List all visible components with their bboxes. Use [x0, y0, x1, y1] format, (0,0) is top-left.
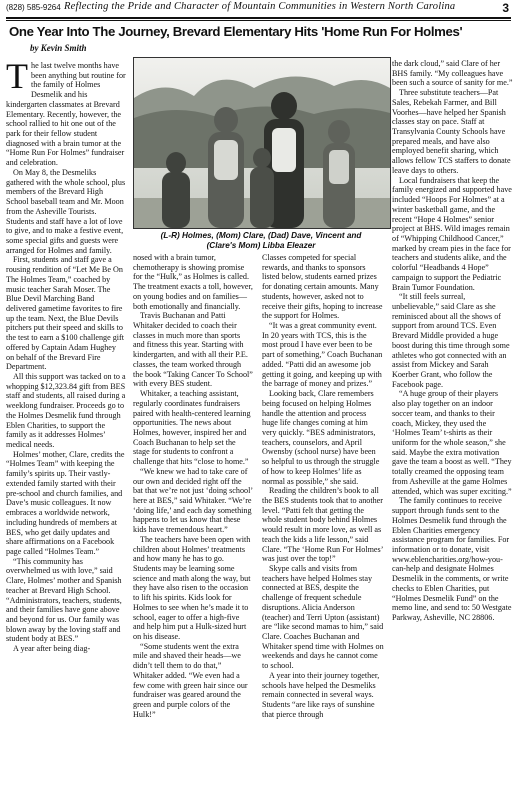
paragraph: Skype calls and visits from teachers have helped Holmes stay connected at BES, despite the challenge of frequent schedule disruptions. Alicia Anderson (teacher) and Terri Upton (assistant) are “like second mamas to him,” said Clare. Coaches Buchanan and Whitaker spend time with Holmes on weekends and days he cannot come to school. — [262, 564, 384, 671]
paragraph: Local fundraisers that keep the family energized and supported have included “Hoops For Holmes” at a winter basketball game, and the recent “Hope 4 Holmes” senior project at BHS. Wild images remain of “Whipping Childhood Cancer,” marked by cream pies in the face for teachers and students alike, and the colorful “Headbands 4 Hope” campaign to support the Pediatric Brain Tumor Foundation. — [392, 175, 512, 292]
masthead-tagline: Reflecting the Pride and Character of Mountain Communities in Western North Carolina — [64, 1, 456, 12]
paragraph: “This community has overwhelmed us with love,” said Clare, Holmes’ mother and Spanish teacher at Brevard High School. “Administrators, teachers, students, and their families have gone above and beyond for us. Our family was blown away by the loving staff and student body at BES.” — [6, 556, 122, 644]
paragraph: “It was a great community event. In 20 years with TCS, this is the most proud I have ever been to be part of something,” Coach Buchanan added. “Patti did an awesome job getting it going, and keeping up with the barrage of money and prizes.” — [262, 321, 383, 389]
phone-number: (828) 585-9264 — [6, 3, 61, 12]
byline: by Kevin Smith — [30, 43, 87, 53]
paragraph: Travis Buchanan and Patti Whitaker decided to coach their classes in much more than sports and fitness this year. Starting with kindergarten, and with all their P.E. classes, the team worked through the book “Taking Cancer To School” with every BES student. — [133, 311, 253, 389]
paragraph: The teachers have been open with children about Holmes’ treatments and how many he has to go. Students may be learning some science and math along the way, but they have also risen to the occasion to lift his spirits. Kids look for Holmes to see when he’s made it to school, eager to offer a high-five and help him put a Hulk-sized hurt on his disease. — [133, 534, 251, 642]
paragraph: A year into their journey together, schools have helped the Desmeliks remain connected in several ways. Students “are like rays of sunshine that pierce through — [262, 670, 380, 719]
article-column-1 — [6, 56, 126, 654]
paragraph: First, students and staff gave a rousing rendition of “Let Me Be On The Holmes Team,” coached by music teacher Sarah Moser. The Blue Devil Marching Band delivered gametime favorites to fire up the team. Next, the Blue Devils pitchers put their speed and skills to the test to earn a $100 challenge gift offered by Captain Adam Hughey on behalf of the Brevard Fire Department. — [6, 255, 124, 372]
paragraph: Classes competed for special rewards, and thanks to sponsors listed below, students earned prizes for donating certain amounts. Many students, however, asked not to receive their gifts, hoping to increase the support for Holmes. — [262, 253, 383, 321]
lead-paragraph — [6, 56, 126, 168]
paragraph: Looking back, Clare remembers being focused on helping Holmes handle the attention and process huge life changes coming at him very quickly. “BES administrators, teachers, counselors, and April Owensby (school nurse) have been so helpful to us through the struggle of how to keep Holmes’ life as normal as possible,” she said. — [262, 389, 380, 486]
photo-caption-line1: (L-R) Holmes, (Mom) Clare, (Dad) Dave, Vincent and — [160, 231, 362, 240]
page-header — [6, 1, 511, 17]
paragraph: nosed with a brain tumor, chemotherapy is showing promise for the “Hulk,” as Holmes is called. The treatment exacts a toll, however, on young bodies and on families—both emotionally and financially. — [133, 253, 253, 311]
paragraph: All this support was tacked on to a whopping $12,323.84 gift from BES staff and students, all raised during a weeklong fundraiser. Proceeds go to the Holmes Desmelik fund through Eblen Charities, to support the family as it addresses Holmes’ medical needs. — [6, 372, 126, 450]
article-column-3 — [262, 253, 384, 720]
article-column-2 — [133, 253, 253, 720]
page-number: 3 — [502, 1, 509, 15]
paragraph: “A huge group of their players also play together on an indoor soccer team, and thanks to their coach, Mickey, they used the ‘Holmes Team’ t-shirts as their uniform for the whole season,” she said. Maybe the extra motivation gave the team a boost as well. “They totally creamed the opposing team from Asheville at the game Holmes attended, which was super exciting.” — [392, 389, 512, 496]
drop-cap: T — [6, 56, 28, 96]
paragraph: Whitaker, a teaching assistant, regularly coordinates fundraisers paired with health-centered learning opportunities. The news about Holmes, however, inspired her and Coach Buchanan to help set the stage for students to confront a challenge that hits “close to home.” — [133, 389, 251, 467]
paragraph: Holmes’ mother, Clare, credits the “Holmes Team” with keeping the family’s spirits up. Their vastly-extended family started with their pre-school and church families, and Dave’s music colleagues. It now embraces a worldwide network, including hundreds of members at BES, who get daily updates and share affirmations on a Facebook page called “Holmes Team.” — [6, 449, 125, 556]
lead-paragraph-text: he last twelve months have been anything but routine for the family of Holmes Desmelik and his kindergarten classmates at Brevard Elementary. Recently, however, the school rallied to hit one out of the park for their fellow student diagnosed with a brain tumor at the “Home Run For Holmes” fundraiser and celebration. — [6, 61, 126, 168]
article-column-4 — [392, 59, 513, 623]
paragraph: “It still feels surreal, unbelievable,” said Clare as she reminisced about all the shows of support from around TCS. Even Brevard Middle provided a huge boost during this time through some athletes who got connected with an assist from Mickey and Sarah Koerber Grant, who follow the Facebook page. — [392, 292, 510, 389]
paragraph: the dark cloud,” said Clare of her BHS family. “My colleagues have been such a source of sanity for me.” — [392, 59, 513, 88]
paragraph: “We knew we had to take care of our own and decided right off the bat that we’re not just ‘doing school’ here at BES,” said Whitaker. “We’re ‘doing life,’ and each day something happens to let us know that these kids have tremendous heart.” — [133, 466, 253, 535]
family-photo-image — [134, 58, 390, 228]
headline: One Year Into The Journey, Brevard Elementary Hits 'Home Run For Holmes' — [9, 24, 463, 39]
paragraph: The family continues to receive support through funds sent to the Holmes Desmelik fund through the Eblen Charities emergency assistance program for families. For information or to donate, visit www.eblencharities.org/how-you-can-help and designate Holmes Desmelik in the comments, or write checks to Eblen Charities, put “Holmes Desmelik Fund” on the memo line, and send to: 50 Westgate Parkway, Asheville, NC 28806. — [392, 496, 512, 622]
family-photo — [133, 57, 391, 229]
photo-caption-line2: (Clare's Mom) Libba Eleazer — [206, 241, 316, 250]
header-rule-thin — [6, 20, 511, 21]
paragraph: Three substitute teachers—Pat Sales, Rebekah Farmer, and Bill Voorhes—have helped her Spanish classes stay on pace. Staff at Transylvania County Schools have prepared meals, and have also employed benefit sharing, which allows fellow TCS staffers to donate leave days to others. — [392, 88, 511, 175]
photo-caption — [132, 231, 390, 251]
header-rule — [6, 17, 511, 19]
paragraph: A year after being diag- — [13, 644, 91, 654]
paragraph: “Some students went the extra mile and shaved their heads—we didn’t tell them to do that,” Whitaker added. “We even had a few come with green hair since our fundraiser was geared around the green and purple colors of the Hulk!” — [133, 641, 248, 719]
paragraph: Reading the children’s book to all the BES students took that to another level. “Patti felt that getting the whole student body behind Holmes would result in more love, as well as teach the kids a life lesson,” said Clare. “The ‘Home Run For Holmes’ was just over the top!” — [262, 486, 383, 564]
paragraph: On May 8, the Desmeliks gathered with the whole school, plus members of the Brevard High School baseball team and Mr. Moon from the Asheville Tourists. Students and staff have a lot of love to give, and to make a festive event, some special gifts and guests were arranged for Holmes and family. — [6, 167, 126, 255]
